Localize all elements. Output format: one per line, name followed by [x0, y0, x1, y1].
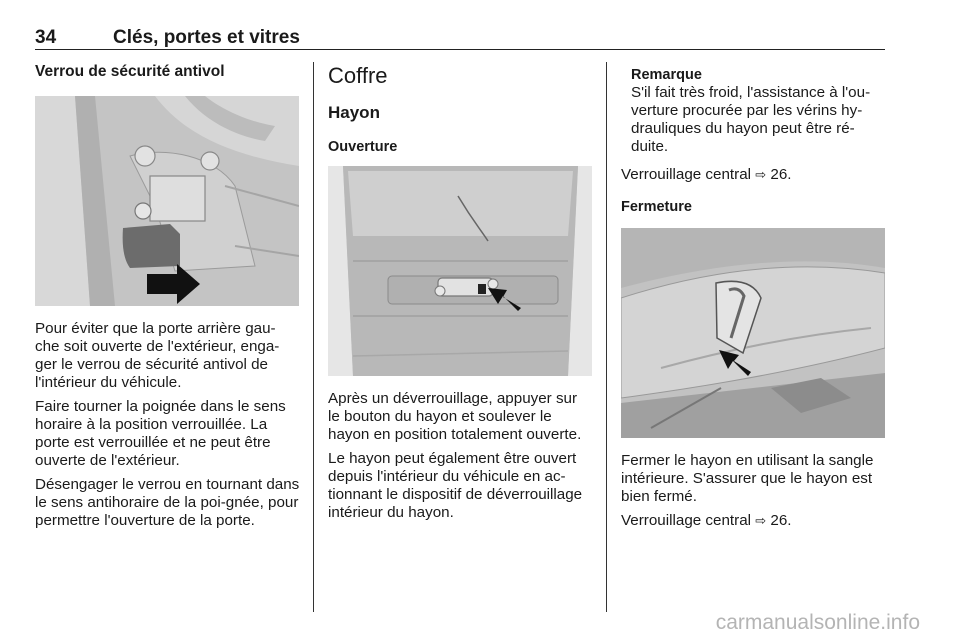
note-box: [621, 66, 886, 156]
sub-heading-opening: Ouverture: [328, 139, 398, 155]
figure-tailgate-opening: [328, 166, 592, 376]
paragraph-2: Le hayon peut également être ouvert depuis l'intérieur du véhicule en ac-tionnant le dispositif de déverrouillage intérieur du hayon.: [328, 450, 583, 521]
reference-text: Verrouillage central: [621, 512, 752, 529]
reference-page[interactable]: 26.: [770, 512, 792, 529]
paragraph-closing: Fermer le hayon en utilisant la sangle intérieure. S'assurer que le hayon est bien fermé.: [621, 452, 874, 505]
page-reference-arrow-icon: ⇨: [755, 513, 767, 528]
chapter-heading-trunk: Coffre: [328, 63, 388, 88]
column-middle: [328, 62, 593, 528]
paragraph-1: Pour éviter que la porte arrière gau-che soit ouverte de l'extérieur, enga-ger le verrou de sécurité antivol de l'intérieur du véhicule.: [35, 320, 280, 391]
sub-heading-tailgate: Hayon: [328, 103, 380, 122]
note-body: S'il fait très froid, l'assistance à l'ou-verture procurée par les vérins hy-drauliques du hayon peut être ré-duite.: [631, 84, 871, 155]
page-number: 34: [35, 27, 57, 48]
section-heading-anti-theft-lock: Verrou de sécurité antivol: [35, 63, 225, 80]
paragraph-1: Après un déverrouillage, appuyer sur le bouton du hayon et soulever le hayon en position totalement ouverte.: [328, 390, 582, 443]
cross-reference-1: [621, 166, 886, 184]
reference-page[interactable]: 26.: [770, 166, 792, 183]
reference-text: Verrouillage central: [621, 166, 752, 183]
column-right: [621, 62, 886, 536]
paragraph-2: Faire tourner la poignée dans le sens horaire à la position verrouillée. La porte est verrouillée et ne peut être ouverte de l'extérieur.: [35, 398, 286, 469]
column-left: [35, 62, 300, 536]
page-header: [35, 27, 885, 50]
cross-reference-2: [621, 512, 886, 530]
watermark: carmanualsonline.info: [715, 611, 920, 634]
figure-anti-theft-lock: [35, 96, 299, 306]
column-divider-2: [606, 62, 607, 612]
note-title: Remarque: [631, 67, 702, 83]
paragraph-3: Désengager le verrou en tournant dans le sens antihoraire de la poi-gnée, pour permettre l'ouverture de la porte.: [35, 476, 300, 529]
sub-heading-closing: Fermeture: [621, 199, 692, 215]
figure-tailgate-closing: [621, 228, 885, 438]
column-divider-1: [313, 62, 314, 612]
chapter-title: Clés, portes et vitres: [113, 27, 300, 48]
page-reference-arrow-icon: ⇨: [755, 167, 767, 182]
